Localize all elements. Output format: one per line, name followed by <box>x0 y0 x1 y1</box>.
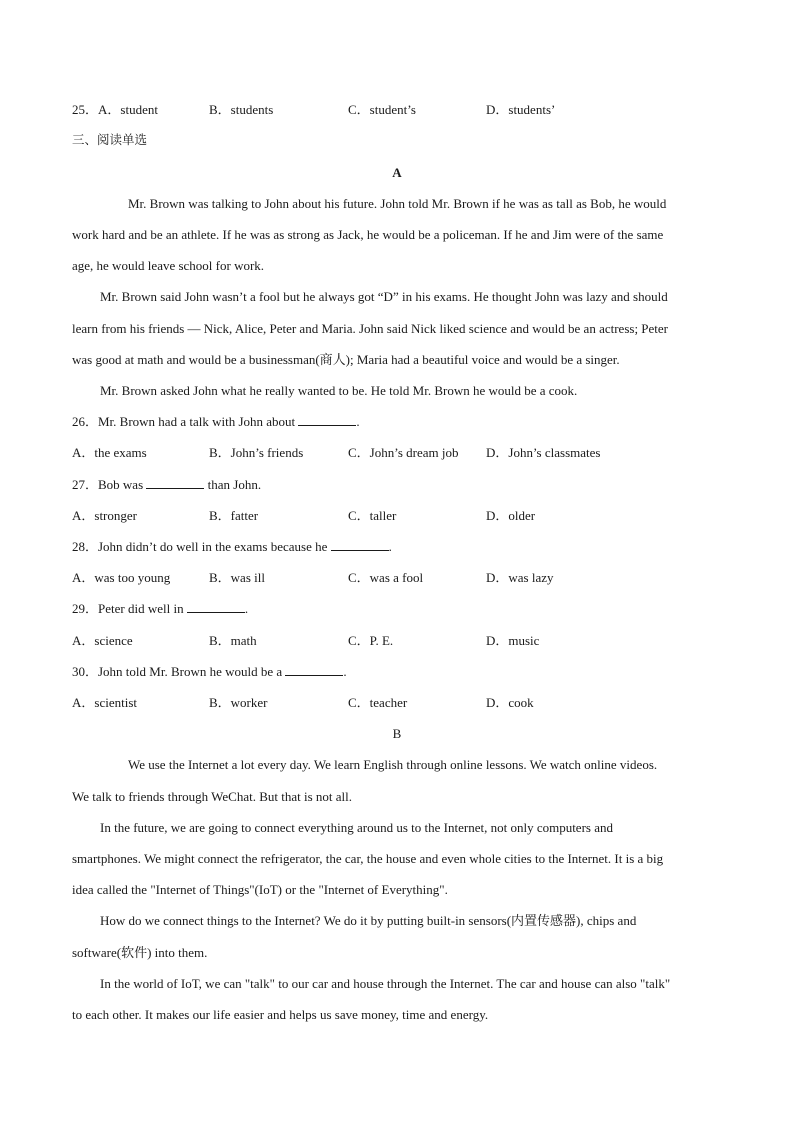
q28-option-b: B．was ill <box>209 570 265 585</box>
q29-option-d: D．music <box>486 633 540 648</box>
passage-b-line: How do we connect things to the Internet? We do it by putting built-in sensors(内置传感器), chips and <box>100 913 637 928</box>
passage-a-line: age, he would leave school for work. <box>72 258 265 273</box>
passage-b-line: We talk to friends through WeChat. But that is not all. <box>72 789 353 804</box>
q25-option-c: C．student’s <box>348 102 416 117</box>
q26-option-d: D．John’s classmates <box>486 445 601 460</box>
answer-blank <box>285 663 343 676</box>
passage-a-line: Mr. Brown said John wasn’t a fool but he always got “D” in his exams. He thought John was lazy and should <box>100 289 668 304</box>
answer-blank <box>187 600 245 613</box>
passage-b-label: B <box>392 726 402 741</box>
question-26-stem: 26．Mr. Brown had a talk with John about . <box>72 414 360 429</box>
q27-option-a: A．stronger <box>72 508 137 523</box>
passage-a-line: work hard and be an athlete. If he was as strong as Jack, he would be a policeman. If he and Jim were of the same <box>72 227 664 242</box>
question-28-stem: 28．John didn’t do well in the exams because he . <box>72 539 392 554</box>
q26-option-c: C．John’s dream job <box>348 445 459 460</box>
q28-option-c: C．was a fool <box>348 570 424 585</box>
q27-option-c: C．taller <box>348 508 397 523</box>
q28-option-a: A．was too young <box>72 570 171 585</box>
q25-option-a: 25．A．student <box>72 102 158 117</box>
passage-b-line: In the world of IoT, we can "talk" to our car and house through the Internet. The car and house can also "talk" <box>100 976 671 991</box>
passage-a-label: A <box>392 165 402 180</box>
q30-option-a: A．scientist <box>72 695 137 710</box>
answer-blank <box>146 476 204 489</box>
q27-option-b: B．fatter <box>209 508 259 523</box>
passage-b-line: smartphones. We might connect the refrigerator, the car, the house and even whole cities to the Internet. It is a big <box>72 851 664 866</box>
passage-b-line: idea called the "Internet of Things"(IoT) or the "Internet of Everything". <box>72 882 448 897</box>
q27-option-d: D．older <box>486 508 536 523</box>
q28-option-d: D．was lazy <box>486 570 554 585</box>
question-27-stem: 27．Bob was than John. <box>72 477 262 492</box>
q29-option-a: A．science <box>72 633 133 648</box>
answer-blank <box>331 538 389 551</box>
passage-b-line: In the future, we are going to connect everything around us to the Internet, not only computers and <box>100 820 613 835</box>
passage-a-line: learn from his friends — Nick, Alice, Peter and Maria. John said Nick liked science and would be an actress; Peter <box>72 321 669 336</box>
passage-a-line: Mr. Brown asked John what he really wanted to be. He told Mr. Brown he would be a cook. <box>100 383 578 398</box>
passage-a-line: was good at math and would be a businessman(商人); Maria had a beautiful voice and would be a singer. <box>72 352 620 367</box>
q26-option-b: B．John’s friends <box>209 445 304 460</box>
section-heading: 三、阅读单选 <box>72 132 148 147</box>
q25-option-d: D．students’ <box>486 102 556 117</box>
question-30-stem: 30．John told Mr. Brown he would be a . <box>72 664 347 679</box>
q30-option-c: C．teacher <box>348 695 408 710</box>
passage-b-line: We use the Internet a lot every day. We learn English through online lessons. We watch online videos. <box>128 757 658 772</box>
q29-option-b: B．math <box>209 633 257 648</box>
q29-option-c: C．P. E. <box>348 633 394 648</box>
passage-b-line: software(软件) into them. <box>72 945 208 960</box>
question-29-stem: 29．Peter did well in . <box>72 601 249 616</box>
answer-blank <box>298 413 356 426</box>
q26-option-a: A．the exams <box>72 445 147 460</box>
passage-a-line: Mr. Brown was talking to John about his future. John told Mr. Brown if he was as tall as Bob, he would <box>128 196 667 211</box>
passage-b-line: to each other. It makes our life easier and helps us save money, time and energy. <box>72 1007 489 1022</box>
q30-option-b: B．worker <box>209 695 268 710</box>
q30-option-d: D．cook <box>486 695 534 710</box>
q25-option-b: B．students <box>209 102 274 117</box>
